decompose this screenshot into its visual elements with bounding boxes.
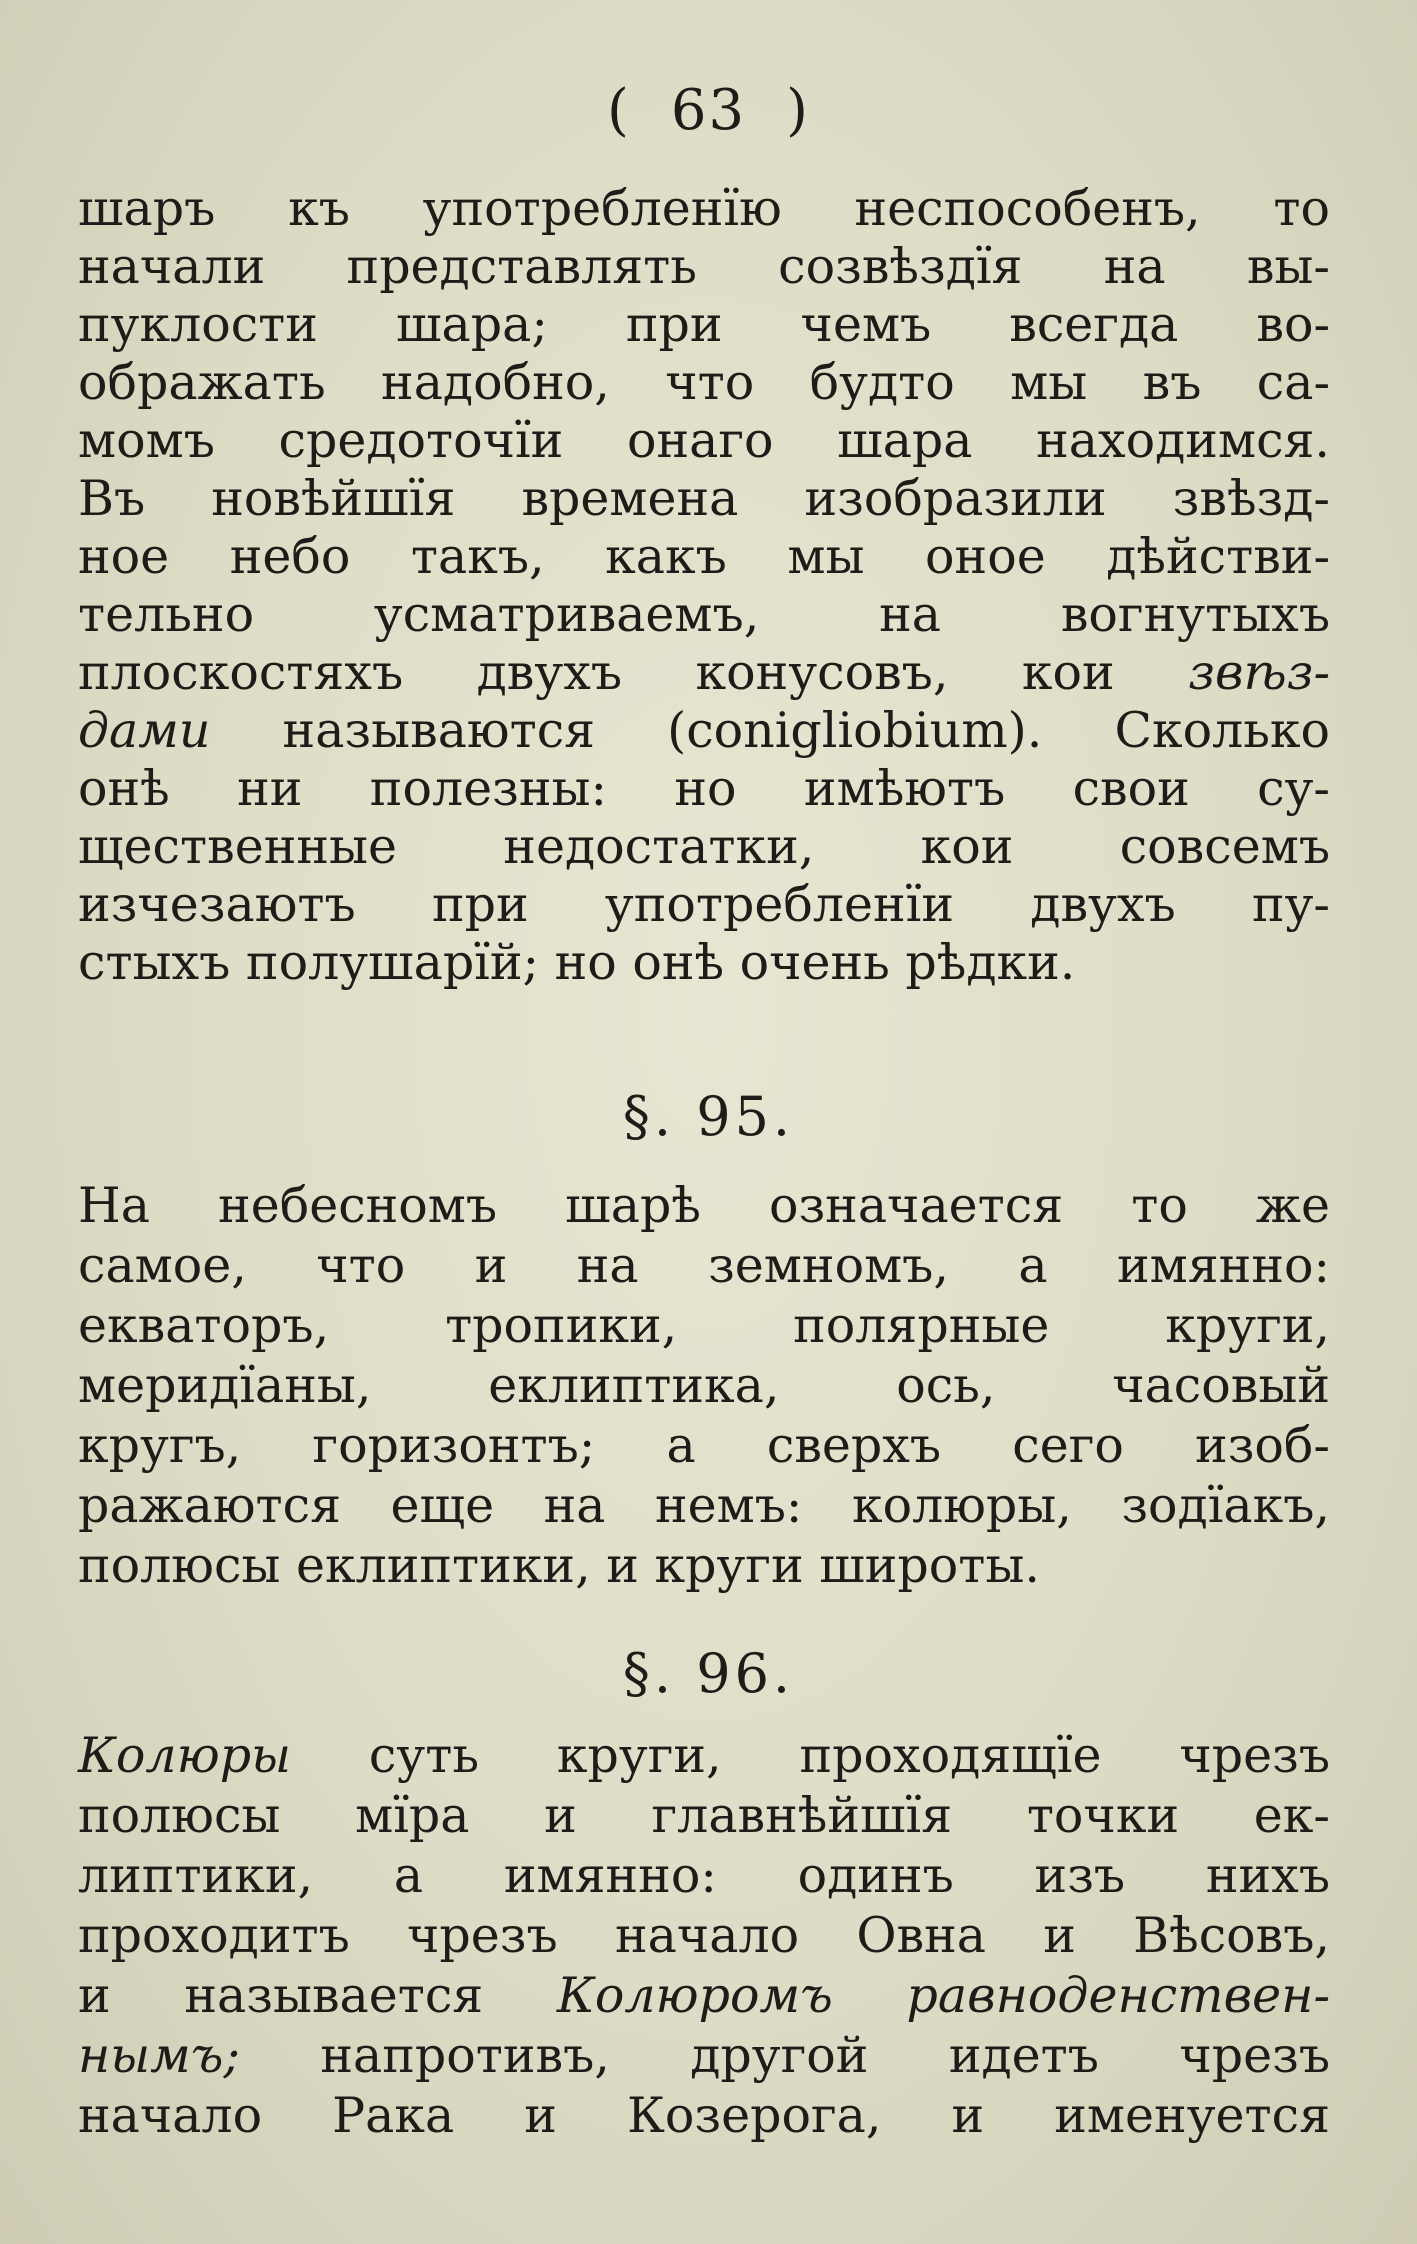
text-line: тельно усматриваемъ, на вогнутыхъ (78, 586, 1330, 643)
text-line: начало Рака и Козерога, и именуется (78, 2087, 1330, 2144)
text-line-mixed (78, 2026, 1330, 2086)
text-line: ображать надобно, что будто мы въ са- (78, 354, 1330, 411)
italic-term: звѣз- (1188, 644, 1330, 701)
section-heading-96: §. 96. (622, 1642, 795, 1705)
paragraph-1 (78, 180, 1330, 992)
text-line: екваторъ, тропики, полярные круги, (78, 1297, 1330, 1354)
text-run: напротивъ, другой идетъ чрезъ (239, 2027, 1330, 2084)
paragraph-2 (78, 1176, 1330, 1596)
text-line: шаръ къ употребленїю неспособенъ, то (78, 180, 1330, 237)
text-line: ное небо такъ, какъ мы оное дѣйстви- (78, 528, 1330, 585)
text-line: стыхъ полушарїй; но онѣ очень рѣдки. (78, 934, 1076, 991)
italic-term: Колюромъ равноденствен- (556, 1967, 1330, 2024)
text-run: и называется (78, 1967, 557, 2024)
text-line: ражаются еще на немъ: колюры, зодїакъ, (78, 1477, 1330, 1534)
text-line: начали представлять созвѣздїя на вы- (78, 238, 1330, 295)
page-number (0, 78, 1417, 143)
text-line: липтики, а имянно: одинъ изъ нихъ (78, 1847, 1330, 1904)
text-line: меридїаны, еклиптика, ось, часовый (78, 1357, 1330, 1414)
text-line-mixed (78, 702, 1330, 760)
text-line-mixed (78, 1966, 1330, 2026)
text-line: Въ новѣйшїя времена изобразили звѣзд- (78, 470, 1330, 527)
text-line: полюсы мїра и главнѣйшїя точки ек- (78, 1787, 1330, 1844)
text-line: онѣ ни полезны: но имѣютъ свои су- (78, 760, 1330, 817)
section-heading-95: §. 95. (622, 1085, 795, 1148)
page-number-open-paren: ( (607, 78, 631, 143)
italic-term: дами (78, 702, 211, 759)
text-line: полюсы еклиптики, и круги широты. (78, 1537, 1040, 1594)
text-line: изчезаютъ при употребленїи двухъ пу- (78, 876, 1330, 933)
text-line: пуклости шара; при чемъ всегда во- (78, 296, 1330, 353)
page-number-value: 63 (670, 78, 747, 143)
text-run: плоскостяхъ двухъ конусовъ, кои (78, 644, 1189, 701)
text-line: момъ средоточїи онаго шара находимся. (78, 412, 1330, 469)
text-line: самое, что и на земномъ, а имянно: (78, 1237, 1330, 1294)
page-number-close-paren: ) (786, 78, 810, 143)
text-line-mixed (78, 1726, 1330, 1786)
text-line: проходитъ чрезъ начало Овна и Вѣсовъ, (78, 1907, 1330, 1964)
text-line: кругъ, горизонтъ; а сверхъ сего изоб- (78, 1417, 1330, 1474)
text-run: суть круги, проходящїе чрезъ (291, 1727, 1330, 1784)
text-run: называются (conigliobium). Сколько (210, 702, 1330, 759)
text-line-mixed (78, 644, 1330, 702)
italic-term: Колюры (78, 1727, 292, 1784)
text-line: На небесномъ шарѣ означается то же (78, 1177, 1330, 1234)
text-line: щественные недостатки, кои совсемъ (78, 818, 1330, 875)
paragraph-3 (78, 1726, 1330, 2146)
italic-term: нымъ; (78, 2027, 240, 2084)
